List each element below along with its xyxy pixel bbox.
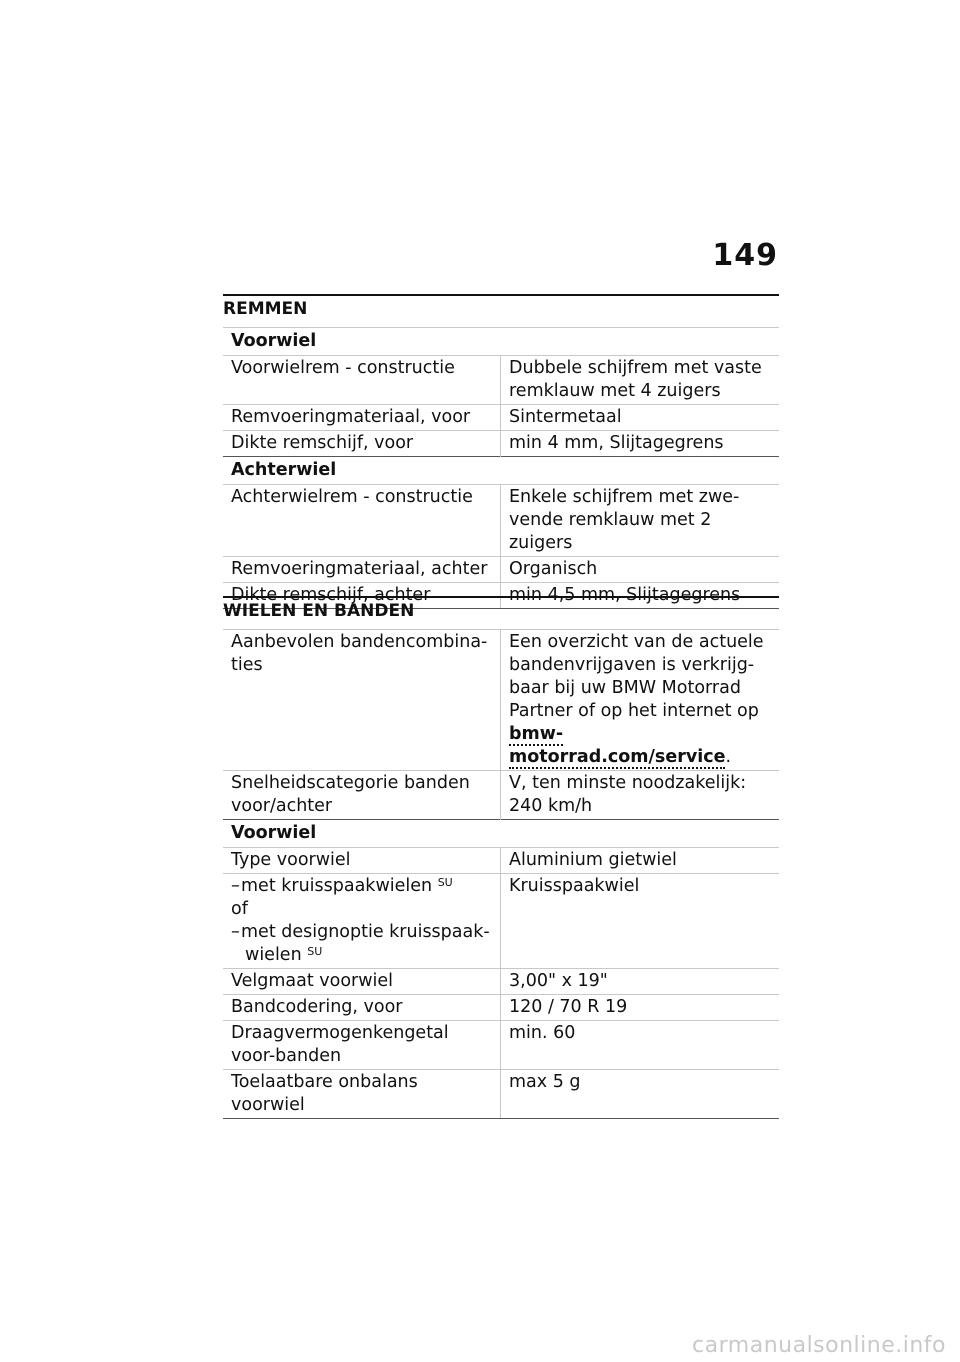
table-cell-label: Voorwielrem - constructie [223, 356, 501, 405]
service-link[interactable]: bmw-motorrad.com/service [509, 724, 726, 767]
tyre-approval-text: Een overzicht van de actuele bandenvrijgaven is verkrijg-baar bij uw BMW Motorrad Partner of op het internet op [509, 632, 764, 721]
link-period: . [725, 747, 732, 767]
subheading-rear-wheel: Achterwiel [223, 457, 779, 485]
su-marker: SU [437, 876, 453, 889]
section-title-brakes: REMMEN [223, 294, 779, 327]
table-cell-label: Velgmaat voorwiel [223, 969, 501, 995]
section-title-wheels: WIELEN EN BANDEN [223, 596, 779, 629]
table-cell-label [223, 874, 501, 969]
table-cell-label: Draagvermogenkengetal voor-banden [223, 1021, 501, 1070]
table-cell-value: Dubbele schijfrem met vaste remklauw met 4 zuigers [501, 356, 780, 405]
table-cell-label: Bandcodering, voor [223, 995, 501, 1021]
wheels-table [223, 629, 779, 1119]
watermark: carmanualsonline.info [692, 1333, 946, 1358]
option-line-3: wielen [245, 945, 302, 965]
table-cell-label: Snelheidscategorie banden voor/achter [223, 771, 501, 820]
subheading-front-wheel: Voorwiel [223, 328, 779, 356]
option-line-2: met designoptie kruisspaak- [241, 922, 490, 942]
option-line-1: met kruisspaakwielen [241, 876, 433, 896]
table-cell-value: Organisch [501, 557, 780, 583]
table-cell-label: Dikte remschijf, voor [223, 431, 501, 457]
table-cell-value: Kruisspaakwiel [501, 874, 780, 969]
table-cell-value: V, ten minste noodzakelijk: 240 km/h [501, 771, 780, 820]
table-cell-label: Achterwielrem - constructie [223, 485, 501, 557]
table-cell-label: Remvoeringmateriaal, achter [223, 557, 501, 583]
table-cell-value: Sintermetaal [501, 405, 780, 431]
subheading-front-wheel: Voorwiel [223, 820, 779, 848]
table-cell-value: 120 / 70 R 19 [501, 995, 780, 1021]
wheels-tyres-section [223, 596, 779, 1119]
page-number: 149 [712, 238, 778, 273]
table-cell-label: Type voorwiel [223, 848, 501, 874]
table-cell-value: min. 60 [501, 1021, 780, 1070]
option-or: of [231, 899, 248, 919]
table-cell-label: Toelaatbare onbalans voorwiel [223, 1070, 501, 1119]
su-marker: SU [307, 945, 323, 958]
table-cell-value: Aluminium gietwiel [501, 848, 780, 874]
table-cell-label: Remvoeringmateriaal, voor [223, 405, 501, 431]
table-cell-label: Dikte remschijf, achter [223, 583, 501, 609]
brakes-table [223, 327, 779, 609]
dash-bullet: – [231, 922, 240, 942]
table-cell-value [501, 630, 780, 771]
table-cell-label: Aanbevolen bandencombina-ties [223, 630, 501, 771]
table-cell-value: min 4,5 mm, Slijtagegrens [501, 583, 780, 609]
table-cell-value: Enkele schijfrem met zwe-vende remklauw met 2 zuigers [501, 485, 780, 557]
table-cell-value: 3,00" x 19" [501, 969, 780, 995]
table-cell-value: min 4 mm, Slijtagegrens [501, 431, 780, 457]
dash-bullet: – [231, 876, 240, 896]
table-cell-value: max 5 g [501, 1070, 780, 1119]
brakes-section [223, 294, 779, 609]
